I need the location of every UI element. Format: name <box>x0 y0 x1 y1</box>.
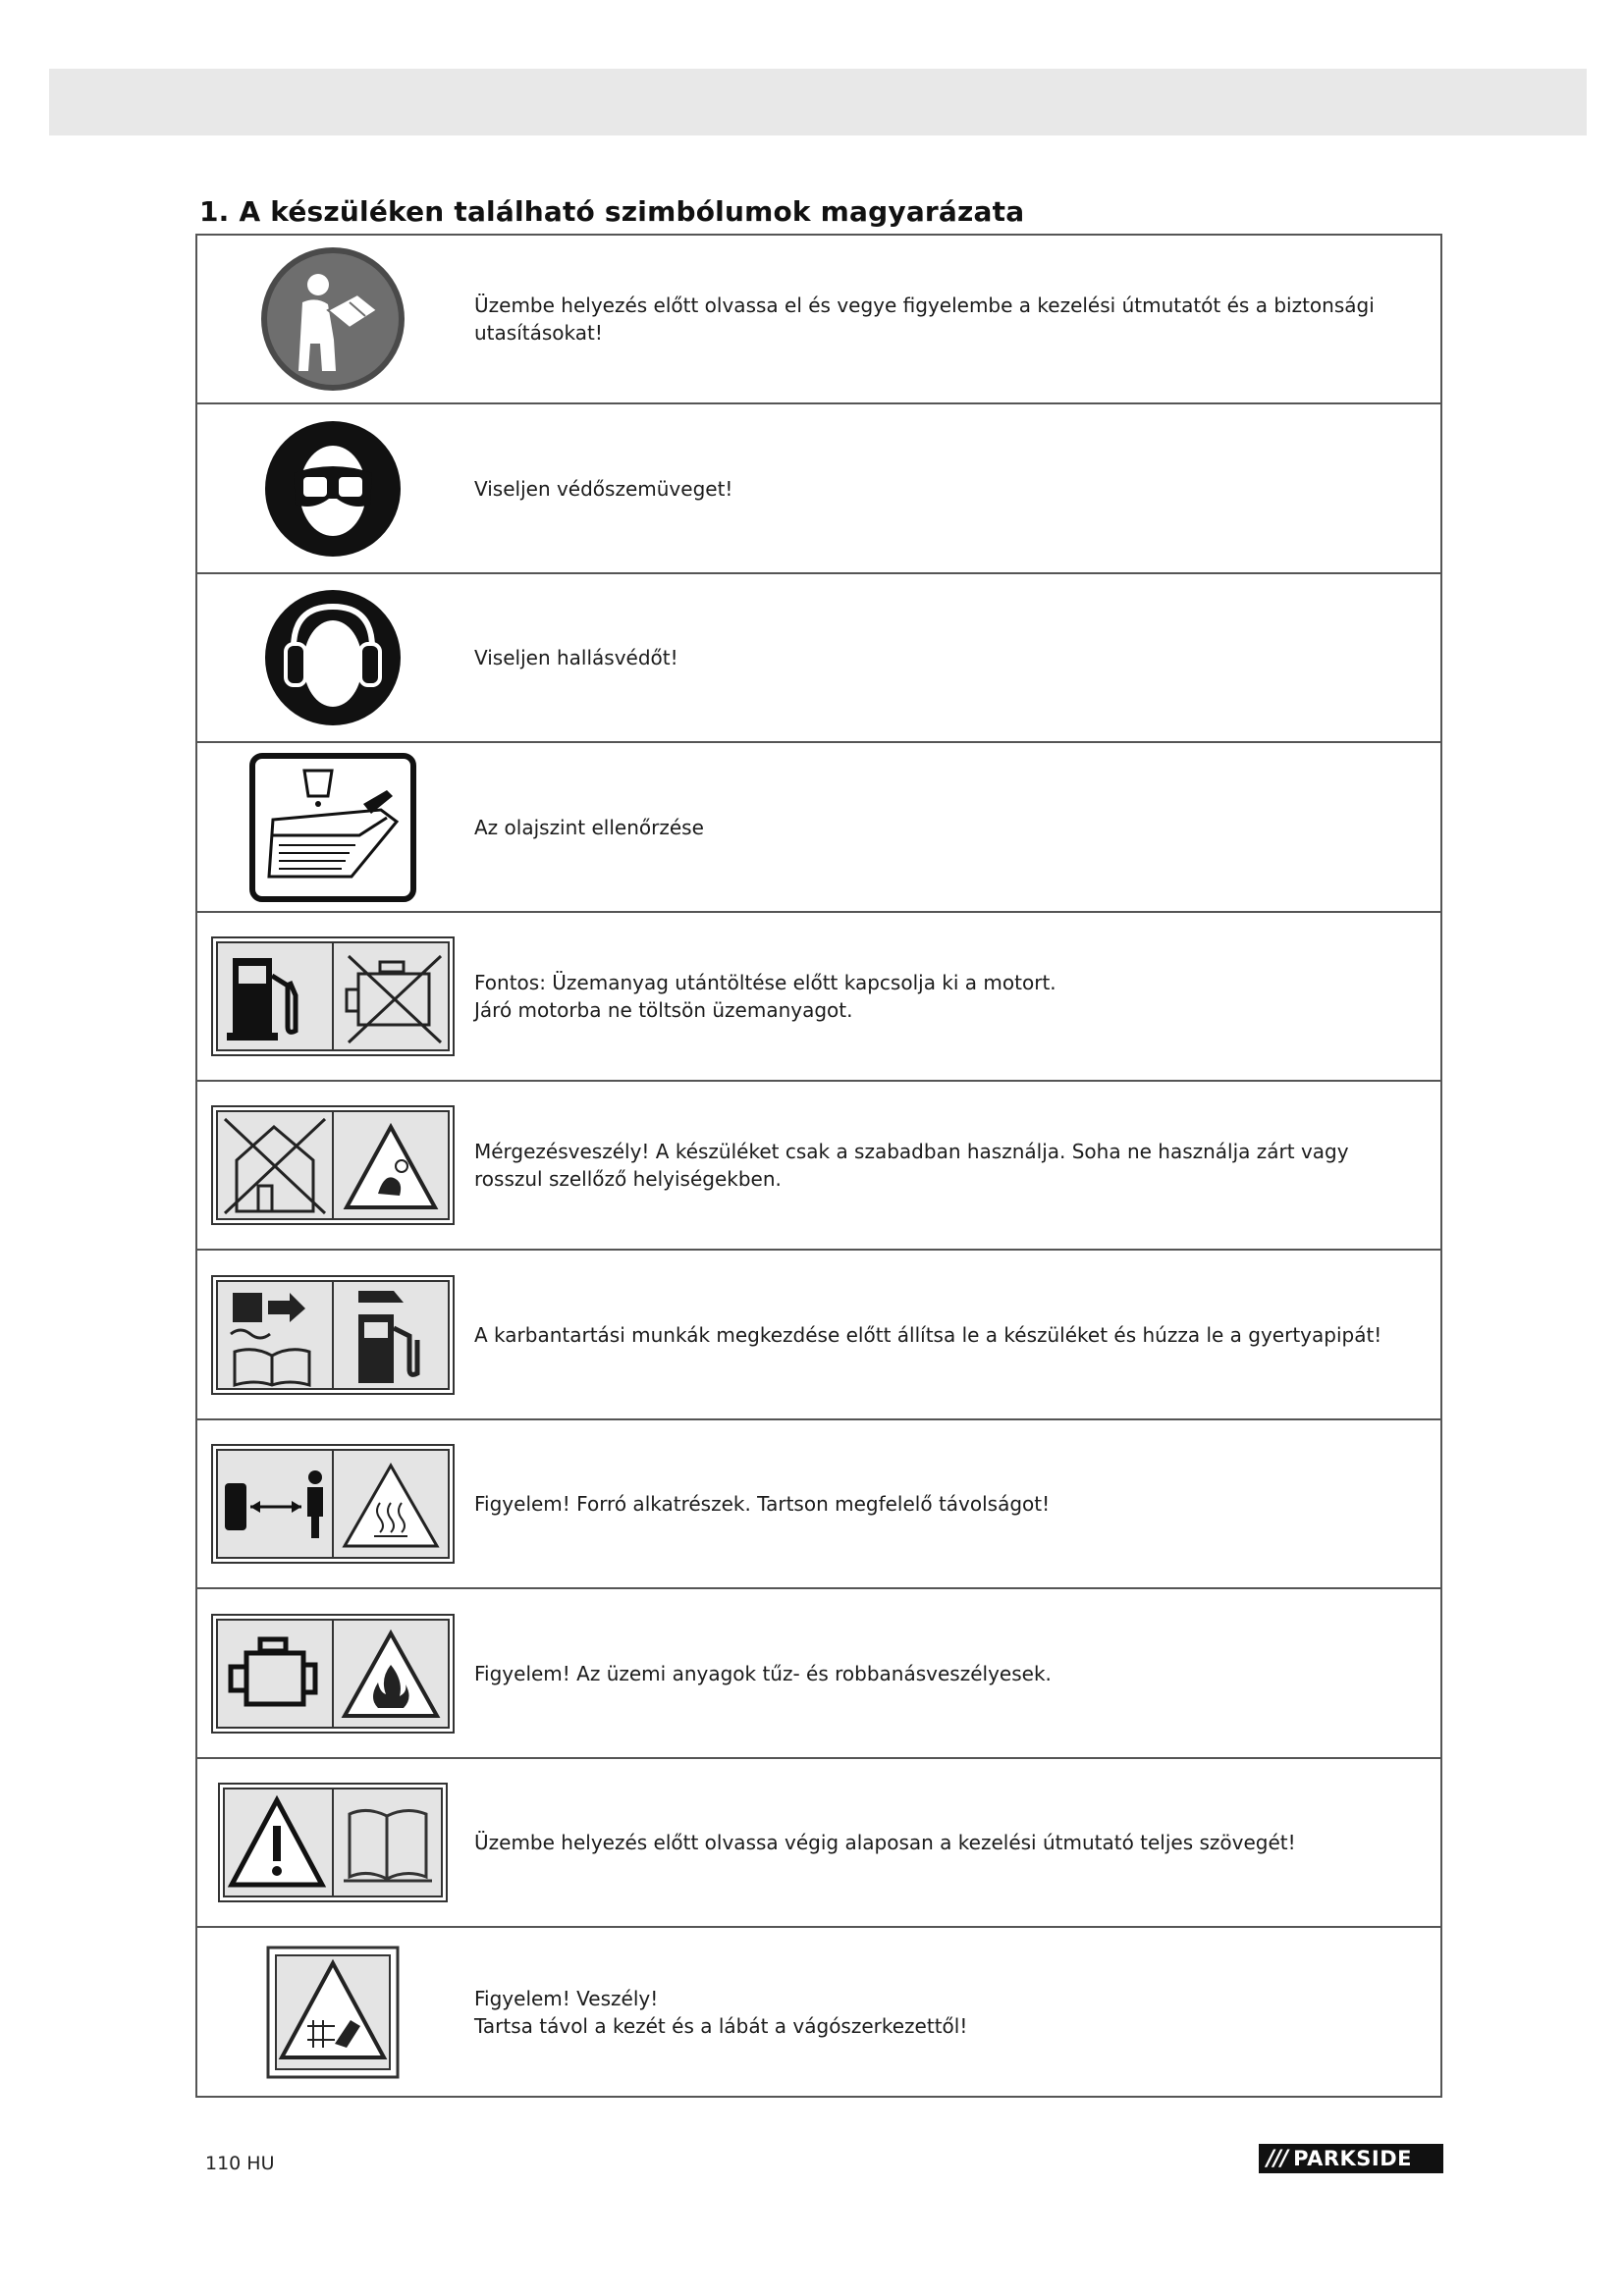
safety-goggles-icon <box>264 420 402 558</box>
row-text-line: Üzembe helyezés előtt olvassa végig alaposan a kezelési útmutató teljes szövegét! <box>474 1831 1296 1854</box>
table-row <box>196 1588 1441 1758</box>
maintenance-spark-plug-icon <box>211 1275 455 1395</box>
page-number: 110 HU <box>205 2153 275 2174</box>
table-row <box>196 235 1441 403</box>
section-heading: 1. A készüléken található szimbólumok magyarázata <box>199 195 1025 228</box>
fire-explosion-hazard-icon <box>211 1614 455 1734</box>
row-text-line: Fontos: Üzemanyag utántöltése előtt kapcsolja ki a motort. <box>474 971 1056 994</box>
brand-logo <box>1259 2144 1443 2173</box>
toxic-fumes-outdoor-only-icon <box>211 1105 455 1225</box>
refuel-engine-off-icon <box>211 936 455 1056</box>
table-row <box>196 1758 1441 1927</box>
row-text-line: Az olajszint ellenőrzése <box>474 815 704 839</box>
warning-read-manual-icon <box>218 1783 448 1902</box>
table-row <box>196 1081 1441 1250</box>
hot-surface-distance-icon <box>211 1444 455 1564</box>
symbol-table <box>195 234 1442 2098</box>
row-text-line: Figyelem! Az üzemi anyagok tűz- és robbanásveszélyesek. <box>474 1661 1052 1685</box>
oil-level-icon <box>249 753 416 902</box>
ear-protection-icon <box>264 589 402 726</box>
brand-name: PARKSIDE <box>1293 2147 1412 2170</box>
blade-hand-foot-hazard-icon <box>266 1946 400 2079</box>
row-text-line: Figyelem! Veszély! <box>474 1986 659 2010</box>
row-text-line: Mérgezésveszély! A készüléket csak a szabadban használja. Soha ne használja zárt vagy rosszul szellőző helyiségekben. <box>474 1140 1349 1191</box>
row-text-line: A karbantartási munkák megkezdése előtt állítsa le a készüléket és húzza le a gyertyapipát! <box>474 1322 1382 1347</box>
row-text-line: Járó motorba ne töltsön üzemanyagot. <box>474 998 853 1022</box>
table-row <box>196 1250 1441 1419</box>
row-text-line: Tartsa távol a kezét és a lábát a vágószerkezettől! <box>474 2013 968 2038</box>
table-row <box>196 573 1441 742</box>
row-text-line: Figyelem! Forró alkatrészek. Tartson megfelelő távolságot! <box>474 1492 1051 1516</box>
header-bar <box>49 69 1587 135</box>
row-text-line: Üzembe helyezés előtt olvassa el és vegye figyelembe a kezelési útmutatót és a biztonsági utasításokat! <box>474 294 1375 345</box>
brand-slashes: /// <box>1267 2146 1288 2171</box>
table-row <box>196 742 1441 912</box>
row-text-line: Viseljen hallásvédőt! <box>474 646 678 669</box>
table-row <box>196 1419 1441 1588</box>
table-row <box>196 403 1441 573</box>
read-manual-icon <box>259 245 406 393</box>
table-row <box>196 1927 1441 2097</box>
table-row <box>196 912 1441 1081</box>
row-text-line: Viseljen védőszemüveget! <box>474 476 733 501</box>
